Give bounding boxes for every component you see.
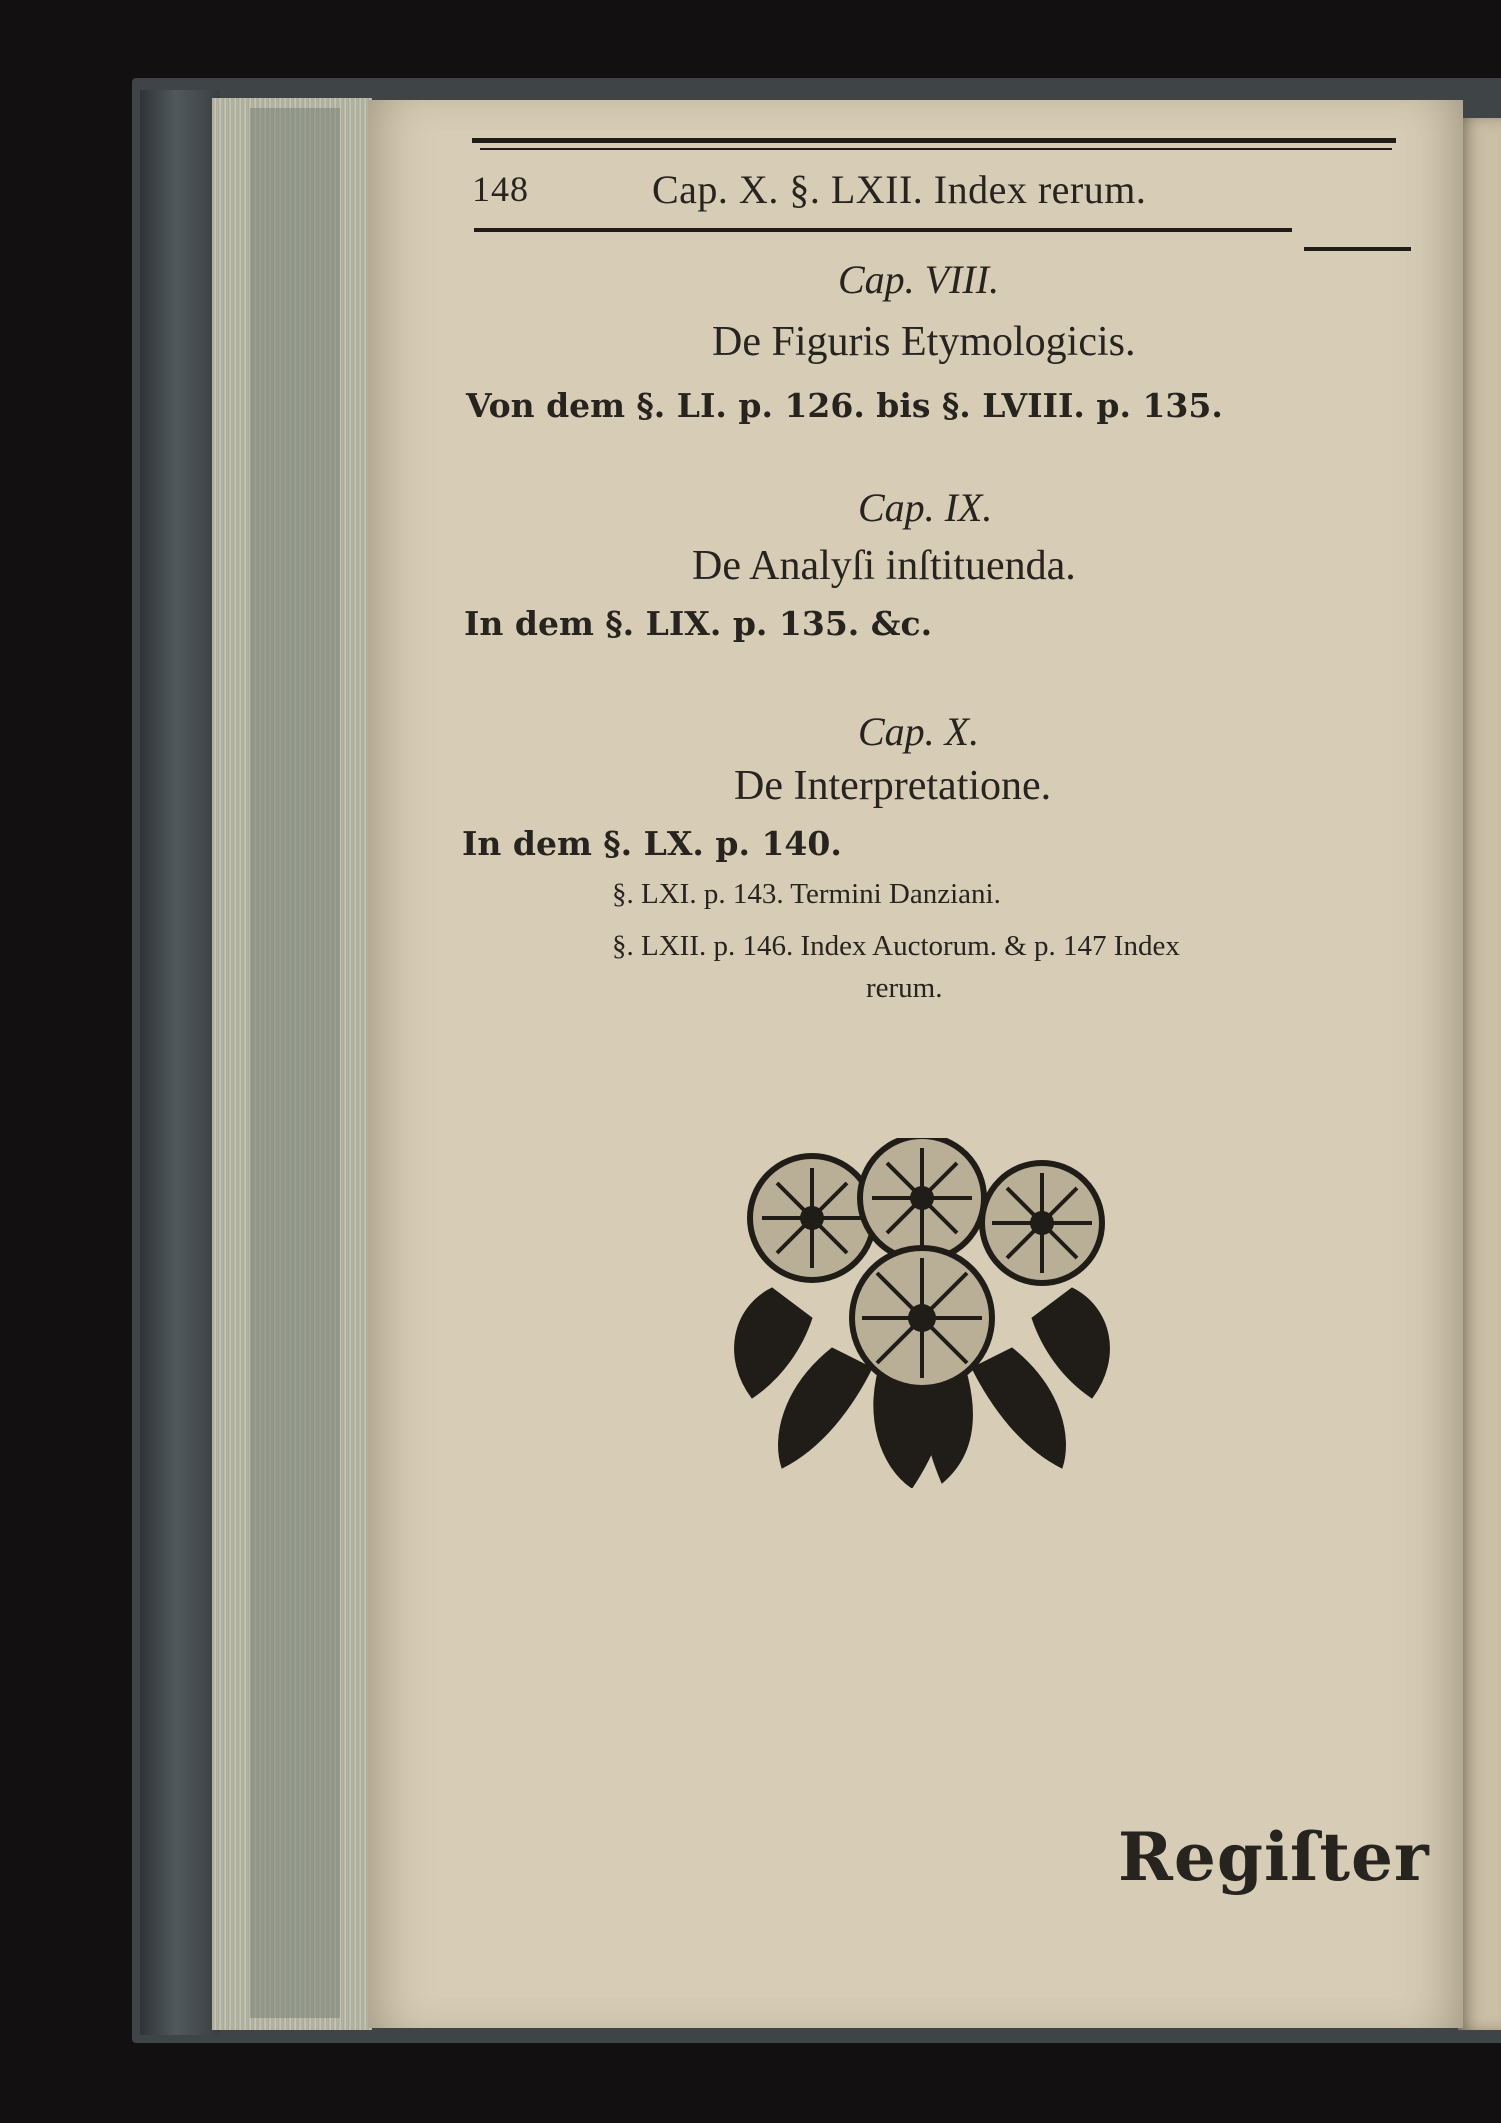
section-line-ix: In dem §. LIX. p. 135. &c. bbox=[464, 604, 933, 643]
catchword: Regiſter bbox=[1118, 1818, 1430, 1896]
section-title-x: De Interpretatione. bbox=[734, 763, 1052, 809]
section-line-x-2: §. LXI. p. 143. Termini Danziani. bbox=[612, 878, 1001, 910]
header-rule-bottom bbox=[474, 228, 1292, 232]
chapter-heading-viii: Cap. VIII. bbox=[838, 257, 1000, 302]
section-line-x-1: In dem §. LX. p. 140. bbox=[462, 824, 842, 863]
chapter-heading-ix: Cap. IX. bbox=[858, 485, 993, 530]
header-rule-bottom-end bbox=[1304, 247, 1411, 251]
section-title-viii: De Figuris Etymologicis. bbox=[712, 319, 1136, 365]
running-title: Cap. X. §. LXII. Index rerum. bbox=[652, 167, 1147, 212]
chapter-heading-x: Cap. X. bbox=[858, 709, 980, 754]
section-title-ix: De Analyſi inſtituenda. bbox=[692, 543, 1076, 589]
header-rule-thin bbox=[480, 148, 1392, 150]
header-rule-top bbox=[472, 138, 1396, 143]
section-line-x-4: rerum. bbox=[866, 972, 943, 1004]
flower-woodcut-icon bbox=[712, 1138, 1132, 1488]
page-number: 148 bbox=[472, 169, 529, 209]
facing-page-edge bbox=[1458, 118, 1501, 2030]
section-line-viii: Von dem §. LI. p. 126. bis §. LVIII. p. 135. bbox=[466, 386, 1223, 425]
book-spine bbox=[140, 90, 220, 2035]
page-edges-shadow bbox=[250, 108, 340, 2018]
section-line-x-3: §. LXII. p. 146. Index Auctorum. & p. 147 Index bbox=[612, 930, 1180, 962]
